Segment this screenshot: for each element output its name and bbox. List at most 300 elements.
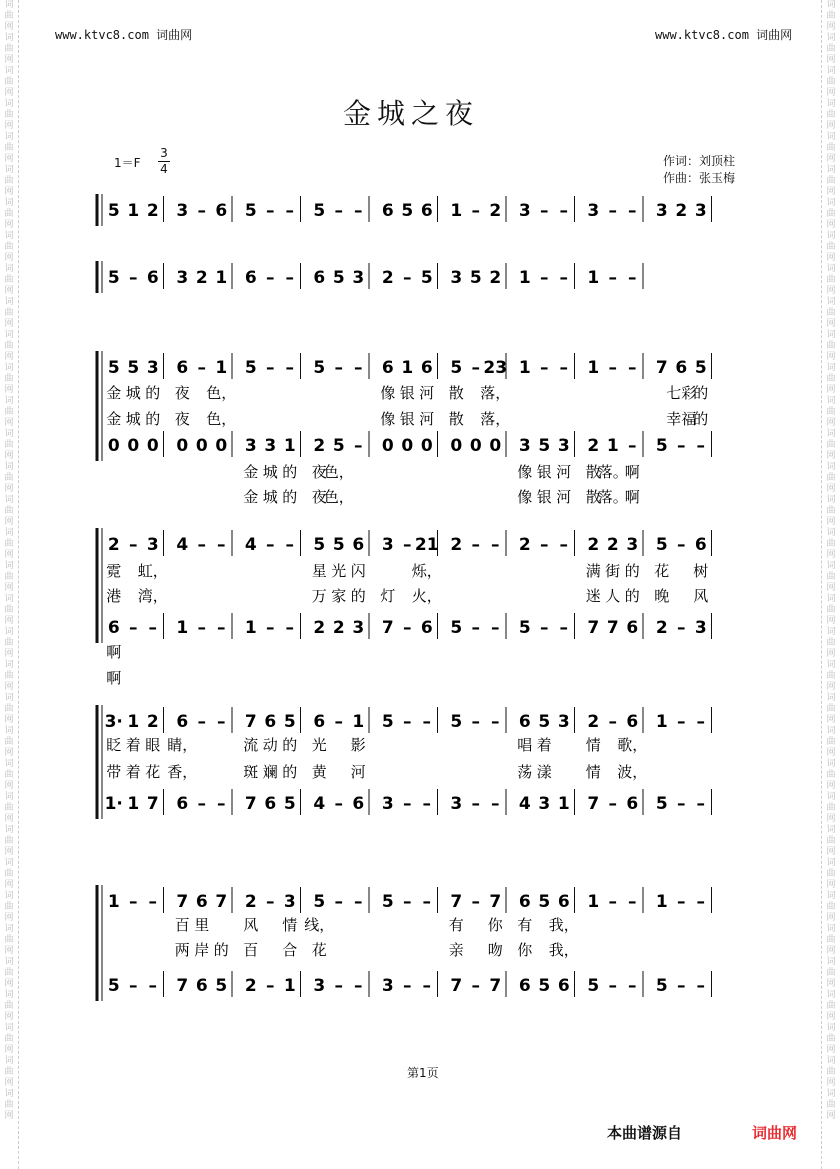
dash-mark: –: [334, 712, 343, 732]
edge-watermark-char: 网: [826, 319, 836, 329]
note: 2: [107, 535, 120, 555]
lyric-syllable: 落，: [480, 384, 511, 402]
site-header-right[interactable]: www.ktvc8.com 词曲网: [655, 28, 793, 42]
note: 5: [518, 618, 531, 638]
dash-mark: –: [285, 618, 294, 638]
edge-watermark-char: 词: [826, 726, 836, 736]
lyric-syllable: 的: [693, 384, 709, 402]
edge-watermark-char: 网: [826, 253, 836, 263]
edge-watermark-char: 曲: [4, 935, 14, 945]
lyric-syllable: 落，: [480, 410, 511, 428]
note: 3: [146, 535, 159, 555]
lyric-syllable: 金: [106, 384, 122, 402]
note: 6: [626, 794, 639, 814]
edge-watermark-char: 词: [826, 561, 836, 571]
lyric-syllable: 落。: [597, 463, 628, 481]
dash-mark: –: [403, 892, 412, 912]
note: 5: [587, 976, 600, 996]
dash-mark: –: [354, 358, 363, 378]
edge-watermark-char: 曲: [4, 1067, 14, 1077]
edge-watermark-char: 网: [4, 220, 14, 230]
note: 3: [518, 436, 531, 456]
lyric-syllable: 唱: [517, 736, 533, 754]
edge-watermark-char: 网: [826, 88, 836, 98]
edge-watermark-char: 曲: [826, 770, 836, 780]
lyric-syllable: 睛，: [167, 736, 198, 754]
note: 1: [244, 618, 257, 638]
dash-mark: –: [422, 712, 431, 732]
lyric-syllable: 色，: [323, 463, 354, 481]
lyric-syllable: 的: [282, 736, 298, 754]
note: 0: [176, 436, 189, 456]
source-brand-link[interactable]: 词曲网: [752, 1124, 798, 1142]
note: 3: [176, 201, 189, 221]
note: 3: [283, 892, 296, 912]
dash-mark: –: [403, 268, 412, 288]
edge-watermark-char: 词: [4, 396, 14, 406]
song-title: 金城之夜: [343, 97, 480, 130]
edge-watermark-char: 网: [826, 682, 836, 692]
note: 2: [313, 436, 326, 456]
edge-watermark-char: 网: [826, 55, 836, 65]
lyric-syllable: 色，: [323, 488, 354, 506]
note: 5: [538, 712, 551, 732]
edge-watermark-char: 曲: [826, 209, 836, 219]
edge-watermark-char: 曲: [4, 374, 14, 384]
note: 3: [626, 535, 639, 555]
edge-watermark-char: 网: [4, 616, 14, 626]
edge-watermark-char: 网: [4, 1078, 14, 1088]
dash-mark: –: [266, 976, 275, 996]
note: 5: [283, 794, 296, 814]
time-numerator: 3: [158, 146, 170, 162]
note: 2: [518, 535, 531, 555]
edge-watermark-char: 网: [4, 682, 14, 692]
note: 6: [557, 976, 570, 996]
edge-watermark-char: 曲: [826, 1034, 836, 1044]
lyric-syllable: 火，: [411, 587, 442, 605]
lyric-syllable: 家: [331, 587, 347, 605]
dash-mark: –: [334, 201, 343, 221]
note: 5: [655, 976, 668, 996]
note: 1: [107, 892, 120, 912]
edge-watermark-char: 曲: [826, 77, 836, 87]
note: 0: [381, 436, 394, 456]
edge-watermark-char: 词: [826, 1056, 836, 1066]
note: 6: [195, 976, 208, 996]
edge-watermark-char: 词: [826, 990, 836, 1000]
dash-mark: –: [471, 201, 480, 221]
note: 3: [352, 618, 365, 638]
dash-mark: –: [129, 976, 138, 996]
edge-watermark-char: 曲: [826, 308, 836, 318]
edge-watermark-char: 曲: [4, 968, 14, 978]
dash-mark: –: [148, 976, 157, 996]
dash-mark: –: [608, 358, 617, 378]
note: 1: [655, 892, 668, 912]
note: 3: [694, 618, 707, 638]
edge-watermark-char: 网: [4, 22, 14, 32]
edge-watermark-char: 网: [826, 352, 836, 362]
edge-watermark-char: 词: [826, 198, 836, 208]
note: 3·: [104, 712, 123, 732]
dash-mark: –: [266, 358, 275, 378]
lyricist-credit: 作词：刘顶柱: [663, 154, 736, 168]
edge-watermark-char: 曲: [4, 902, 14, 912]
edge-watermark-char: 词: [4, 297, 14, 307]
note: 5: [332, 535, 345, 555]
dash-mark: –: [628, 358, 637, 378]
lyric-syllable: 迷: [585, 587, 601, 605]
note: 6: [264, 712, 277, 732]
note: 1·: [104, 794, 123, 814]
edge-watermark-char: 网: [4, 583, 14, 593]
edge-watermark-char: 词: [4, 1056, 14, 1066]
edge-watermark-char: 网: [4, 55, 14, 65]
dash-mark: –: [471, 358, 480, 378]
edge-watermark-char: 曲: [826, 275, 836, 285]
note: 1: [587, 358, 600, 378]
edge-watermark-char: 词: [4, 198, 14, 208]
lyric-syllable: 的: [282, 488, 298, 506]
edge-watermark-char: 词: [826, 891, 836, 901]
lyric-syllable: 像: [380, 384, 396, 402]
note: 3: [244, 436, 257, 456]
dash-mark: –: [129, 892, 138, 912]
lyric-syllable: 金: [243, 463, 259, 481]
note: 6: [626, 712, 639, 732]
lyric-syllable: 眼: [145, 736, 161, 754]
edge-watermark-char: 词: [4, 1089, 14, 1099]
lyric-syllable: 金: [106, 410, 122, 428]
lyric-syllable: 闪: [350, 562, 366, 580]
note: 0: [401, 436, 414, 456]
note: 6: [195, 892, 208, 912]
lyric-syllable: 人: [605, 587, 621, 605]
note: 6: [518, 892, 531, 912]
lyric-syllable: 漾: [536, 763, 552, 781]
edge-watermark-char: 曲: [826, 374, 836, 384]
lyric-syllable: 情: [585, 763, 601, 781]
dash-mark: –: [285, 268, 294, 288]
edge-watermark-char: 曲: [4, 671, 14, 681]
note: 3: [557, 436, 570, 456]
edge-watermark-char: 词: [826, 165, 836, 175]
lyric-syllable: 像: [517, 463, 533, 481]
edge-watermark-char: 词: [4, 891, 14, 901]
note: 7: [587, 618, 600, 638]
edge-watermark-char: 词: [826, 66, 836, 76]
edge-watermark-char: 曲: [826, 473, 836, 483]
dash-mark: –: [559, 201, 568, 221]
lyric-syllable: 夜: [174, 410, 190, 428]
lyric-syllable: 我，: [548, 941, 579, 959]
dash-mark: –: [266, 535, 275, 555]
note: 3: [313, 976, 326, 996]
note: 7: [215, 892, 228, 912]
note: 5: [450, 712, 463, 732]
note: 7: [381, 618, 394, 638]
note: 1: [587, 268, 600, 288]
edge-watermark-char: 词: [4, 957, 14, 967]
note: 5: [538, 892, 551, 912]
edge-watermark-char: 曲: [826, 1067, 836, 1077]
lyric-syllable: 线，: [304, 916, 335, 934]
lyric-syllable: 的: [693, 410, 709, 428]
note: 0: [146, 436, 159, 456]
note: 6: [626, 618, 639, 638]
edge-watermark-char: 网: [826, 517, 836, 527]
note: 5: [655, 535, 668, 555]
note: 2: [587, 712, 600, 732]
edge-watermark-char: 曲: [4, 77, 14, 87]
dash-mark: –: [217, 535, 226, 555]
lyric-syllable: 合: [282, 941, 298, 959]
edge-watermark-char: 曲: [4, 407, 14, 417]
edge-watermark-char: 曲: [826, 143, 836, 153]
dash-mark: –: [559, 268, 568, 288]
note: 3: [352, 268, 365, 288]
edge-watermark-char: 曲: [826, 1001, 836, 1011]
lyric-syllable: 像: [380, 410, 396, 428]
lyric-syllable: 两: [174, 941, 190, 959]
note: 7: [450, 892, 463, 912]
page-number: 第1页: [407, 1066, 439, 1080]
note: 2: [195, 268, 208, 288]
dash-mark: –: [285, 535, 294, 555]
lyric-syllable: 港: [106, 587, 122, 605]
note: 2: [587, 436, 600, 456]
dash-mark: –: [608, 712, 617, 732]
edge-watermark-char: 词: [826, 231, 836, 241]
edge-watermark-char: 网: [4, 352, 14, 362]
edge-watermark-char: 词: [4, 1023, 14, 1033]
edge-watermark-char: 曲: [4, 242, 14, 252]
lyric-syllable: 河: [556, 488, 572, 506]
note: 3: [538, 794, 551, 814]
note: 6: [107, 618, 120, 638]
edge-watermark-char: 曲: [4, 11, 14, 21]
note: 3: [518, 201, 531, 221]
note: 7: [176, 892, 189, 912]
dash-mark: –: [197, 794, 206, 814]
lyric-syllable: 树: [693, 562, 709, 580]
dash-mark: –: [148, 892, 157, 912]
lyric-syllable: 你: [487, 916, 503, 934]
note: 0: [489, 436, 502, 456]
edge-watermark-char: 网: [4, 187, 14, 197]
edge-watermark-char: 曲: [826, 506, 836, 516]
edge-watermark-char: 网: [826, 946, 836, 956]
lyric-syllable: 情: [282, 916, 298, 934]
note: 3: [381, 794, 394, 814]
lyric-syllable: 银: [536, 463, 552, 481]
edge-watermark-char: 词: [4, 99, 14, 109]
note: 23: [483, 358, 508, 378]
lyric-syllable: 的: [213, 941, 229, 959]
dash-mark: –: [334, 976, 343, 996]
dash-mark: –: [403, 712, 412, 732]
lyric-syllable: 亲: [448, 941, 464, 959]
dash-mark: –: [540, 268, 549, 288]
edge-watermark-char: 词: [4, 594, 14, 604]
lyric-syllable: 影: [350, 736, 366, 754]
edge-watermark-char: 词: [826, 825, 836, 835]
edge-watermark-char: 曲: [4, 539, 14, 549]
edge-watermark-char: 曲: [826, 671, 836, 681]
edge-watermark-char: 词: [826, 99, 836, 109]
dash-mark: –: [540, 201, 549, 221]
lyric-syllable: 散: [585, 488, 601, 506]
edge-watermark-char: 网: [4, 979, 14, 989]
note: 1: [127, 712, 140, 732]
note: 6: [176, 794, 189, 814]
edge-watermark-char: 词: [826, 330, 836, 340]
edge-watermark-char: 词: [826, 759, 836, 769]
note: 6: [352, 794, 365, 814]
note: 1: [352, 712, 365, 732]
edge-watermark-char: 词: [4, 528, 14, 538]
lyric-syllable: 你: [517, 941, 533, 959]
note: 1: [176, 618, 189, 638]
lyric-syllable: 风: [693, 587, 709, 605]
edge-watermark-char: 网: [4, 913, 14, 923]
note: 5: [244, 201, 257, 221]
lyric-syllable: 满: [585, 562, 601, 580]
note: 7: [450, 976, 463, 996]
note: 5: [107, 358, 120, 378]
note: 1: [606, 436, 619, 456]
edge-watermark-char: 网: [4, 814, 14, 824]
edge-watermark-char: 网: [826, 484, 836, 494]
dash-mark: –: [696, 794, 705, 814]
edge-watermark-char: 网: [826, 913, 836, 923]
edge-watermark-char: 词: [4, 165, 14, 175]
edge-watermark-char: 词: [4, 66, 14, 76]
note: 5: [244, 358, 257, 378]
edge-watermark-char: 网: [4, 748, 14, 758]
edge-watermark-char: 曲: [826, 935, 836, 945]
note: 0: [107, 436, 120, 456]
edge-watermark-char: 曲: [4, 704, 14, 714]
note: 4: [244, 535, 257, 555]
edge-watermark-char: 词: [4, 264, 14, 274]
edge-watermark-char: 曲: [4, 209, 14, 219]
dash-mark: –: [217, 618, 226, 638]
note: 5: [655, 436, 668, 456]
site-header-left[interactable]: www.ktvc8.com 词曲网: [55, 28, 193, 42]
dash-mark: –: [628, 268, 637, 288]
dash-mark: –: [677, 794, 686, 814]
note: 0: [420, 436, 433, 456]
edge-watermark-char: 词: [4, 429, 14, 439]
lyric-syllable: 里: [194, 916, 210, 934]
note: 6: [420, 201, 433, 221]
dash-mark: –: [677, 618, 686, 638]
edge-watermark-char: 网: [4, 847, 14, 857]
note: 7: [655, 358, 668, 378]
edge-watermark-char: 网: [826, 616, 836, 626]
edge-watermark-char: 曲: [826, 176, 836, 186]
lyric-syllable: 散: [448, 384, 464, 402]
note: 2: [675, 201, 688, 221]
lyric-syllable: 流: [243, 736, 259, 754]
lyric-syllable: 霓: [106, 562, 122, 580]
edge-watermark-char: 网: [4, 286, 14, 296]
note: 5: [450, 618, 463, 638]
dash-mark: –: [471, 892, 480, 912]
edge-watermark-char: 网: [826, 781, 836, 791]
edge-watermark-char: 曲: [4, 836, 14, 846]
edge-watermark-char: 网: [4, 154, 14, 164]
note: 5: [401, 201, 414, 221]
dash-mark: –: [628, 436, 637, 456]
note: 1: [587, 892, 600, 912]
note: 1: [557, 794, 570, 814]
edge-watermark-char: 词: [4, 627, 14, 637]
dash-mark: –: [559, 358, 568, 378]
note: 6: [381, 358, 394, 378]
note: 1: [215, 268, 228, 288]
edge-watermark-char: 词: [4, 561, 14, 571]
note: 4: [518, 794, 531, 814]
note: 6: [244, 268, 257, 288]
note: 5: [450, 358, 463, 378]
edge-watermark-char: 曲: [826, 44, 836, 54]
lyric-syllable: 的: [145, 410, 161, 428]
edge-watermark-char: 曲: [4, 473, 14, 483]
edge-watermark-char: 网: [826, 1045, 836, 1055]
dash-mark: –: [266, 618, 275, 638]
edge-watermark-char: 网: [826, 220, 836, 230]
edge-watermark-char: 词: [4, 693, 14, 703]
note: 5: [469, 268, 482, 288]
lyric-syllable: 湾，: [137, 587, 168, 605]
dash-mark: –: [559, 618, 568, 638]
note: 6: [313, 712, 326, 732]
edge-watermark-char: 词: [4, 858, 14, 868]
edge-watermark-char: 曲: [4, 737, 14, 747]
dash-mark: –: [403, 794, 412, 814]
edge-watermark-char: 曲: [826, 341, 836, 351]
dash-mark: –: [677, 976, 686, 996]
edge-watermark-char: 词: [826, 132, 836, 142]
lyric-syllable: 夜: [174, 384, 190, 402]
dash-mark: –: [471, 976, 480, 996]
edge-watermark-char: 网: [4, 385, 14, 395]
lyric-syllable: 吻: [487, 941, 503, 959]
dash-mark: –: [334, 358, 343, 378]
edge-watermark-char: 词: [826, 396, 836, 406]
edge-watermark-char: 曲: [4, 176, 14, 186]
edge-watermark-char: 曲: [826, 440, 836, 450]
edge-watermark-char: 词: [4, 0, 14, 10]
dash-mark: –: [540, 618, 549, 638]
lyric-syllable: 波，: [617, 763, 648, 781]
note: 2: [146, 201, 159, 221]
edge-watermark-char: 词: [826, 693, 836, 703]
lyric-syllable: 夜: [311, 488, 327, 506]
note: 0: [469, 436, 482, 456]
edge-watermark-char: 曲: [826, 737, 836, 747]
note: 5: [332, 268, 345, 288]
dash-mark: –: [696, 712, 705, 732]
dash-mark: –: [354, 436, 363, 456]
edge-watermark-char: 曲: [4, 770, 14, 780]
note: 2: [450, 535, 463, 555]
dash-mark: –: [696, 436, 705, 456]
note: 3: [176, 268, 189, 288]
